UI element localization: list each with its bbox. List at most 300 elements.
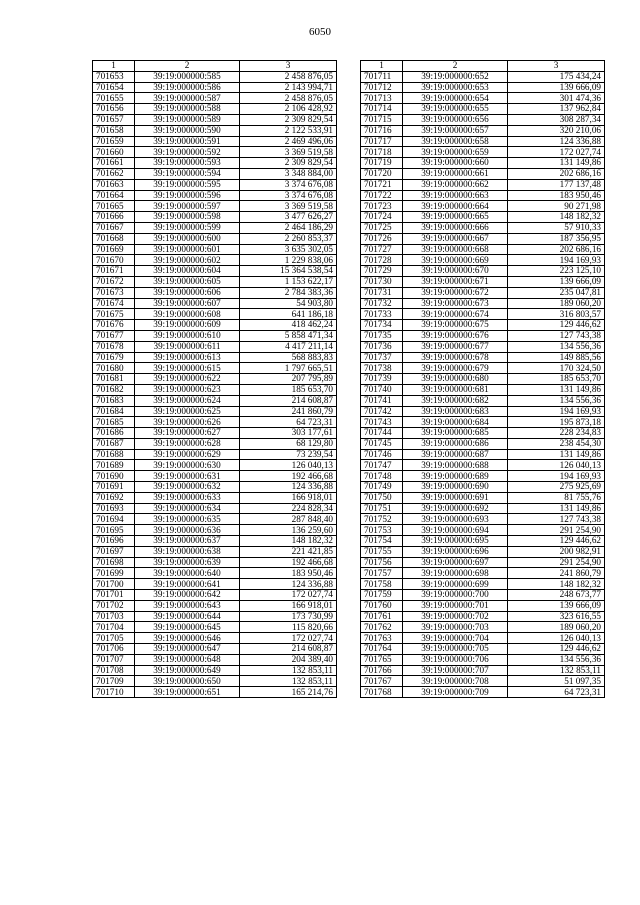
row-number-cell: 701717	[361, 136, 403, 147]
table-row	[361, 676, 605, 687]
table-row	[361, 330, 605, 341]
cadastral-number-cell: 39:19:000000:650	[135, 676, 240, 687]
value-cell: 3 635 302,05	[240, 244, 337, 255]
cadastral-number-cell: 39:19:000000:707	[403, 665, 508, 676]
value-cell: 148 182,32	[240, 536, 337, 547]
row-number-cell: 701667	[93, 222, 135, 233]
table-row	[361, 276, 605, 287]
row-number-cell: 701663	[93, 179, 135, 190]
value-cell: 124 336,88	[240, 579, 337, 590]
cadastral-number-cell: 39:19:000000:676	[403, 330, 508, 341]
value-cell: 3 374 676,08	[240, 190, 337, 201]
cadastral-number-cell: 39:19:000000:657	[403, 125, 508, 136]
table-row	[93, 179, 337, 190]
row-number-cell: 701675	[93, 309, 135, 320]
row-number-cell: 701727	[361, 244, 403, 255]
value-cell: 172 027,74	[240, 590, 337, 601]
value-cell: 2 464 186,29	[240, 222, 337, 233]
row-number-cell: 701681	[93, 374, 135, 385]
value-cell: 228 234,83	[508, 428, 605, 439]
table-row	[93, 406, 337, 417]
cadastral-number-cell: 39:19:000000:695	[403, 536, 508, 547]
row-number-cell: 701751	[361, 503, 403, 514]
cadastral-number-cell: 39:19:000000:626	[135, 417, 240, 428]
table-row	[361, 460, 605, 471]
row-number-cell: 701761	[361, 611, 403, 622]
cadastral-number-cell: 39:19:000000:585	[135, 71, 240, 82]
table-row	[361, 158, 605, 169]
value-cell: 3 369 519,58	[240, 201, 337, 212]
table-row	[361, 546, 605, 557]
table-row	[93, 320, 337, 331]
row-number-cell: 701739	[361, 374, 403, 385]
value-cell: 192 466,68	[240, 471, 337, 482]
row-number-cell: 701752	[361, 514, 403, 525]
table-row	[361, 525, 605, 536]
value-cell: 132 853,11	[240, 676, 337, 687]
row-number-cell: 701653	[93, 71, 135, 82]
row-number-cell: 701753	[361, 525, 403, 536]
table-row	[361, 622, 605, 633]
table-row	[93, 266, 337, 277]
value-cell: 1 229 838,06	[240, 255, 337, 266]
table-row	[361, 428, 605, 439]
table-row	[361, 600, 605, 611]
cadastral-number-cell: 39:19:000000:597	[135, 201, 240, 212]
cadastral-number-cell: 39:19:000000:610	[135, 330, 240, 341]
value-cell: 54 903,80	[240, 298, 337, 309]
row-number-cell: 701660	[93, 147, 135, 158]
cadastral-number-cell: 39:19:000000:634	[135, 503, 240, 514]
cadastral-number-cell: 39:19:000000:674	[403, 309, 508, 320]
table-row	[361, 492, 605, 503]
row-number-cell: 701746	[361, 449, 403, 460]
row-number-cell: 701685	[93, 417, 135, 428]
table-row	[361, 114, 605, 125]
row-number-cell: 701691	[93, 482, 135, 493]
table-row	[361, 438, 605, 449]
table-row	[361, 168, 605, 179]
row-number-cell: 701677	[93, 330, 135, 341]
value-cell: 149 885,56	[508, 352, 605, 363]
table-row	[361, 266, 605, 277]
value-cell: 183 950,46	[508, 190, 605, 201]
row-number-cell: 701661	[93, 158, 135, 169]
row-number-cell: 701748	[361, 471, 403, 482]
value-cell: 127 743,38	[508, 330, 605, 341]
cadastral-number-cell: 39:19:000000:591	[135, 136, 240, 147]
row-number-cell: 701679	[93, 352, 135, 363]
value-cell: 185 653,70	[508, 374, 605, 385]
row-number-cell: 701665	[93, 201, 135, 212]
cadastral-number-cell: 39:19:000000:704	[403, 633, 508, 644]
cadastral-number-cell: 39:19:000000:649	[135, 665, 240, 676]
row-number-cell: 701722	[361, 190, 403, 201]
table-row	[361, 298, 605, 309]
cadastral-number-cell: 39:19:000000:601	[135, 244, 240, 255]
row-number-cell: 701750	[361, 492, 403, 503]
row-number-cell: 701711	[361, 71, 403, 82]
table-row	[361, 363, 605, 374]
row-number-cell: 701669	[93, 244, 135, 255]
cadastral-number-cell: 39:19:000000:593	[135, 158, 240, 169]
value-cell: 308 287,34	[508, 114, 605, 125]
value-cell: 214 608,87	[240, 395, 337, 406]
table-row	[93, 352, 337, 363]
row-number-cell: 701697	[93, 546, 135, 557]
row-number-cell: 701699	[93, 568, 135, 579]
table-row	[93, 374, 337, 385]
row-number-cell: 701682	[93, 384, 135, 395]
value-cell: 132 853,11	[240, 665, 337, 676]
table-row	[361, 352, 605, 363]
value-cell: 189 060,20	[508, 622, 605, 633]
cadastral-number-cell: 39:19:000000:700	[403, 590, 508, 601]
cadastral-number-cell: 39:19:000000:662	[403, 179, 508, 190]
table-row	[93, 168, 337, 179]
cadastral-number-cell: 39:19:000000:661	[403, 168, 508, 179]
table-row	[93, 471, 337, 482]
table-row	[93, 492, 337, 503]
row-number-cell: 701706	[93, 644, 135, 655]
value-cell: 291 254,90	[508, 525, 605, 536]
table-row	[361, 644, 605, 655]
row-number-cell: 701707	[93, 654, 135, 665]
table-row	[93, 579, 337, 590]
column-header: 1	[361, 61, 403, 72]
cadastral-number-cell: 39:19:000000:622	[135, 374, 240, 385]
row-number-cell: 701687	[93, 438, 135, 449]
table-row	[93, 557, 337, 568]
row-number-cell: 701735	[361, 330, 403, 341]
value-cell: 166 918,01	[240, 492, 337, 503]
row-number-cell: 701723	[361, 201, 403, 212]
cadastral-number-cell: 39:19:000000:647	[135, 644, 240, 655]
value-cell: 189 060,20	[508, 298, 605, 309]
row-number-cell: 701659	[93, 136, 135, 147]
cadastral-number-cell: 39:19:000000:644	[135, 611, 240, 622]
value-cell: 64 723,31	[508, 687, 605, 698]
value-cell: 166 918,01	[240, 600, 337, 611]
row-number-cell: 701734	[361, 320, 403, 331]
cadastral-number-cell: 39:19:000000:677	[403, 341, 508, 352]
table-row	[93, 233, 337, 244]
value-cell: 139 666,09	[508, 276, 605, 287]
table-row	[93, 676, 337, 687]
cadastral-number-cell: 39:19:000000:682	[403, 395, 508, 406]
row-number-cell: 701731	[361, 287, 403, 298]
table-row	[361, 633, 605, 644]
value-cell: 129 446,62	[508, 536, 605, 547]
row-number-cell: 701720	[361, 168, 403, 179]
cadastral-number-cell: 39:19:000000:598	[135, 212, 240, 223]
row-number-cell: 701668	[93, 233, 135, 244]
cadastral-number-cell: 39:19:000000:706	[403, 654, 508, 665]
row-number-cell: 701757	[361, 568, 403, 579]
cadastral-number-cell: 39:19:000000:625	[135, 406, 240, 417]
value-cell: 291 254,90	[508, 557, 605, 568]
row-number-cell: 701709	[93, 676, 135, 687]
cadastral-number-cell: 39:19:000000:637	[135, 536, 240, 547]
row-number-cell: 701703	[93, 611, 135, 622]
value-cell: 2 784 383,36	[240, 287, 337, 298]
cadastral-number-cell: 39:19:000000:665	[403, 212, 508, 223]
row-number-cell: 701763	[361, 633, 403, 644]
cadastral-number-cell: 39:19:000000:624	[135, 395, 240, 406]
row-number-cell: 701749	[361, 482, 403, 493]
table-row	[93, 298, 337, 309]
cadastral-number-cell: 39:19:000000:655	[403, 104, 508, 115]
table-row	[93, 503, 337, 514]
value-cell: 148 182,32	[508, 212, 605, 223]
column-header: 2	[135, 61, 240, 72]
value-cell: 301 474,36	[508, 93, 605, 104]
value-cell: 3 348 884,00	[240, 168, 337, 179]
cadastral-number-cell: 39:19:000000:681	[403, 384, 508, 395]
table-row	[361, 82, 605, 93]
value-cell: 2 309 829,54	[240, 158, 337, 169]
value-cell: 275 925,69	[508, 482, 605, 493]
row-number-cell: 701736	[361, 341, 403, 352]
value-cell: 131 149,86	[508, 384, 605, 395]
cadastral-number-cell: 39:19:000000:635	[135, 514, 240, 525]
value-cell: 2 469 496,06	[240, 136, 337, 147]
value-cell: 323 616,55	[508, 611, 605, 622]
cadastral-number-cell: 39:19:000000:613	[135, 352, 240, 363]
value-cell: 195 873,18	[508, 417, 605, 428]
value-cell: 134 556,36	[508, 654, 605, 665]
row-number-cell: 701742	[361, 406, 403, 417]
value-cell: 202 686,16	[508, 244, 605, 255]
table-row	[361, 568, 605, 579]
table-row	[93, 428, 337, 439]
cadastral-number-cell: 39:19:000000:663	[403, 190, 508, 201]
row-number-cell: 701678	[93, 341, 135, 352]
row-number-cell: 701655	[93, 93, 135, 104]
value-cell: 68 129,80	[240, 438, 337, 449]
table-row	[93, 395, 337, 406]
value-cell: 57 910,33	[508, 222, 605, 233]
table-row	[93, 460, 337, 471]
row-number-cell: 701728	[361, 255, 403, 266]
value-cell: 139 666,09	[508, 600, 605, 611]
table-row	[93, 201, 337, 212]
cadastral-number-cell: 39:19:000000:708	[403, 676, 508, 687]
table-row	[93, 276, 337, 287]
cadastral-number-cell: 39:19:000000:705	[403, 644, 508, 655]
table-row	[93, 363, 337, 374]
column-header: 1	[93, 61, 135, 72]
row-number-cell: 701686	[93, 428, 135, 439]
value-cell: 241 860,79	[240, 406, 337, 417]
table-row	[93, 525, 337, 536]
table-row	[93, 546, 337, 557]
row-number-cell: 701715	[361, 114, 403, 125]
value-cell: 221 421,85	[240, 546, 337, 557]
table-row	[93, 590, 337, 601]
value-cell: 134 556,36	[508, 341, 605, 352]
right-table	[360, 60, 605, 698]
table-row	[93, 665, 337, 676]
value-cell: 320 210,06	[508, 125, 605, 136]
table-row	[361, 579, 605, 590]
value-cell: 131 149,86	[508, 503, 605, 514]
row-number-cell: 701767	[361, 676, 403, 687]
value-cell: 131 149,86	[508, 449, 605, 460]
value-cell: 192 466,68	[240, 557, 337, 568]
cadastral-number-cell: 39:19:000000:648	[135, 654, 240, 665]
table-row	[361, 557, 605, 568]
row-number-cell: 701743	[361, 417, 403, 428]
table-row	[93, 158, 337, 169]
cadastral-number-cell: 39:19:000000:693	[403, 514, 508, 525]
table-row	[361, 309, 605, 320]
table-row	[361, 503, 605, 514]
table-row	[361, 201, 605, 212]
row-number-cell: 701710	[93, 687, 135, 698]
table-row	[361, 590, 605, 601]
row-number-cell: 701671	[93, 266, 135, 277]
table-row	[361, 374, 605, 385]
value-cell: 214 608,87	[240, 644, 337, 655]
left-table	[92, 60, 337, 698]
value-cell: 194 169,93	[508, 255, 605, 266]
column-header: 2	[403, 61, 508, 72]
table-row	[93, 568, 337, 579]
table-row	[93, 125, 337, 136]
value-cell: 224 828,34	[240, 503, 337, 514]
table-row	[361, 406, 605, 417]
cadastral-number-cell: 39:19:000000:709	[403, 687, 508, 698]
row-number-cell: 701755	[361, 546, 403, 557]
value-cell: 3 374 676,08	[240, 179, 337, 190]
cadastral-number-cell: 39:19:000000:630	[135, 460, 240, 471]
cadastral-number-cell: 39:19:000000:639	[135, 557, 240, 568]
cadastral-number-cell: 39:19:000000:608	[135, 309, 240, 320]
row-number-cell: 701693	[93, 503, 135, 514]
cadastral-number-cell: 39:19:000000:666	[403, 222, 508, 233]
row-number-cell: 701741	[361, 395, 403, 406]
value-cell: 194 169,93	[508, 406, 605, 417]
table-row	[93, 514, 337, 525]
cadastral-number-cell: 39:19:000000:658	[403, 136, 508, 147]
cadastral-number-cell: 39:19:000000:660	[403, 158, 508, 169]
row-number-cell: 701716	[361, 125, 403, 136]
cadastral-number-cell: 39:19:000000:596	[135, 190, 240, 201]
cadastral-number-cell: 39:19:000000:664	[403, 201, 508, 212]
value-cell: 2 458 876,05	[240, 93, 337, 104]
cadastral-number-cell: 39:19:000000:604	[135, 266, 240, 277]
row-number-cell: 701695	[93, 525, 135, 536]
row-number-cell: 701765	[361, 654, 403, 665]
table-row	[93, 644, 337, 655]
table-row	[361, 179, 605, 190]
value-cell: 187 356,95	[508, 233, 605, 244]
row-number-cell: 701688	[93, 449, 135, 460]
table-row	[93, 449, 337, 460]
row-number-cell: 701759	[361, 590, 403, 601]
row-number-cell: 701676	[93, 320, 135, 331]
table-row	[93, 309, 337, 320]
value-cell: 238 454,30	[508, 438, 605, 449]
row-number-cell: 701738	[361, 363, 403, 374]
cadastral-number-cell: 39:19:000000:672	[403, 287, 508, 298]
row-number-cell: 701700	[93, 579, 135, 590]
value-cell: 204 389,40	[240, 654, 337, 665]
cadastral-number-cell: 39:19:000000:654	[403, 93, 508, 104]
row-number-cell: 701729	[361, 266, 403, 277]
cadastral-number-cell: 39:19:000000:697	[403, 557, 508, 568]
value-cell: 165 214,76	[240, 687, 337, 698]
value-cell: 175 434,24	[508, 71, 605, 82]
row-number-cell: 701680	[93, 363, 135, 374]
table-row	[361, 654, 605, 665]
value-cell: 200 982,91	[508, 546, 605, 557]
cadastral-number-cell: 39:19:000000:642	[135, 590, 240, 601]
cadastral-number-cell: 39:19:000000:594	[135, 168, 240, 179]
value-cell: 173 730,99	[240, 611, 337, 622]
row-number-cell: 701666	[93, 212, 135, 223]
table-row	[361, 255, 605, 266]
row-number-cell: 701740	[361, 384, 403, 395]
row-number-cell: 701762	[361, 622, 403, 633]
table-row	[361, 482, 605, 493]
value-cell: 170 324,50	[508, 363, 605, 374]
cadastral-number-cell: 39:19:000000:628	[135, 438, 240, 449]
value-cell: 81 755,76	[508, 492, 605, 503]
cadastral-number-cell: 39:19:000000:652	[403, 71, 508, 82]
value-cell: 126 040,13	[508, 633, 605, 644]
cadastral-number-cell: 39:19:000000:646	[135, 633, 240, 644]
value-cell: 134 556,36	[508, 395, 605, 406]
table-row	[361, 287, 605, 298]
table-row	[361, 611, 605, 622]
table-row	[93, 600, 337, 611]
row-number-cell: 701754	[361, 536, 403, 547]
row-number-cell: 701658	[93, 125, 135, 136]
value-cell: 316 803,57	[508, 309, 605, 320]
value-cell: 2 143 994,71	[240, 82, 337, 93]
cadastral-number-cell: 39:19:000000:675	[403, 320, 508, 331]
cadastral-number-cell: 39:19:000000:641	[135, 579, 240, 590]
row-number-cell: 701704	[93, 622, 135, 633]
row-number-cell: 701744	[361, 428, 403, 439]
table-row	[361, 665, 605, 676]
table-row	[361, 104, 605, 115]
value-cell: 2 309 829,54	[240, 114, 337, 125]
row-number-cell: 701768	[361, 687, 403, 698]
cadastral-number-cell: 39:19:000000:587	[135, 93, 240, 104]
row-number-cell: 701760	[361, 600, 403, 611]
value-cell: 241 860,79	[508, 568, 605, 579]
table-row	[93, 104, 337, 115]
row-number-cell: 701656	[93, 104, 135, 115]
row-number-cell: 701732	[361, 298, 403, 309]
row-number-cell: 701705	[93, 633, 135, 644]
cadastral-number-cell: 39:19:000000:702	[403, 611, 508, 622]
table-row	[93, 384, 337, 395]
cadastral-number-cell: 39:19:000000:701	[403, 600, 508, 611]
cadastral-number-cell: 39:19:000000:659	[403, 147, 508, 158]
row-number-cell: 701694	[93, 514, 135, 525]
row-number-cell: 701698	[93, 557, 135, 568]
table-row	[361, 536, 605, 547]
value-cell: 3 369 519,58	[240, 147, 337, 158]
value-cell: 4 417 211,14	[240, 341, 337, 352]
table-row	[93, 536, 337, 547]
row-number-cell: 701690	[93, 471, 135, 482]
table-row	[361, 222, 605, 233]
